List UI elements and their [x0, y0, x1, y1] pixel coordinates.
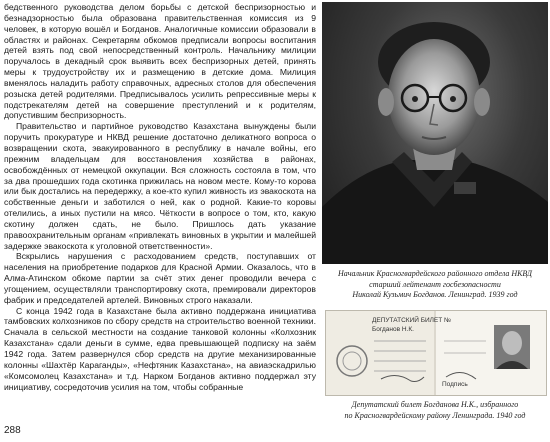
page-number: 288: [4, 425, 21, 436]
card-caption-line: по Красногвардейскому району Ленинграда. 1940 год: [344, 410, 526, 420]
photo-caption-line: Начальник Красногвардейского районного отдела НКВД: [338, 269, 532, 278]
body-text-column: [4, 2, 316, 392]
portrait-photo: [322, 2, 548, 264]
card-header: ДЕПУТАТСКИЙ БИЛЕТ №: [372, 317, 452, 324]
card-name: Богданов Н.К.: [372, 326, 414, 333]
card-signature: Подпись: [442, 381, 468, 388]
photo-caption-line: старший лейтенант госбезопасности: [369, 279, 501, 289]
deputy-card-image: [325, 310, 547, 396]
photo-caption-line: Николай Кузьмич Богданов. Ленинград. 1939 год: [352, 290, 518, 299]
paragraph-3: Вскрылись нарушения с расходованием средств, поступавших от населения на приобретение подарков для Красной Армии. Оказалось, что в Алма-Атинском обкоме партии за счёт этих денег проводили вечера с угощением, осуществляли транспортировку скота, премировали директоров фабрик и председателей артелей. Виновных строго наказали.: [4, 251, 316, 305]
photo-caption: [322, 269, 548, 301]
card-caption-line: Депутатский билет Богданова Н.К., избранного: [351, 400, 519, 409]
card-caption: [322, 400, 548, 421]
paragraph-1: бедственного руководства делом борьбы с детской беспризорностью и безнадзорностью была образована правительственная комиссия из 9 человек, в которую вошёл и Богданов. Аналогичные комиссии образовали в областях и районах. Секретарям обкомов предписали вопросы воспитания детей взять под свой непосредственный контроль. Начальнику милиции поручалось в декадный срок выявить всех беспризорных детей, принять меры к трудоустройству их и размещению в детские дома. Милиция вменялось наладить работу справочных, адресных столов для обеспечения розыска детей родителями. Предписывалось усилить репрессивные меры к подстрекателям детей на совершение преступлений и к родителям, допустившим беспризорность.: [4, 2, 316, 121]
paragraph-2: Правительство и партийное руководство Казахстана вынуждены были поручить прокуратуре и НКВД решение достаточно деликатного вопроса о возвращении скота, эвакуированного в республику в начале войны, его прежним владельцам для восстановления хозяйства в районах, освобождённых от немецкой оккупации. Вся сложность состояла в том, что за два прошедших года скотинка прижилась на новом месте. Кому-то корова или бык достались на передержку, а кое-кто купил живность из эвакоскота на собственные деньги и заботился о ней, как о родной. Какие-то коровы отелились, а иных пустили на мясо. Чёткости в вопросе о том, кто, какую скотину должен сдать, не было. Пришлось дать указание правоохранительным органам «привлекать виновных в укрытии и малейшей задержке эвакоскота к уголовной ответственности».: [4, 121, 316, 251]
portrait-illustration: [322, 2, 548, 264]
paragraph-4: С конца 1942 года в Казахстане была активно поддержана инициатива тамбовских колхозников по сбору средств на строительство военной техники. Сначала в сельской местности на создание танковой колонны «Колхозник Казахстана» сдали деньги в сумме, едва превышающей подписку на заём 1942 года. Затем развернулся сбор средств на другие механизированные колонны «Шахтёр Караганды», «Нефтяник Казахстана», на авиаэскадрилью «Комсомолец Казахстана» и т.д. Нарком Богданов активно поддержал эту инициативу, сосредоточив усилия на том, чтобы собранные: [4, 305, 316, 392]
